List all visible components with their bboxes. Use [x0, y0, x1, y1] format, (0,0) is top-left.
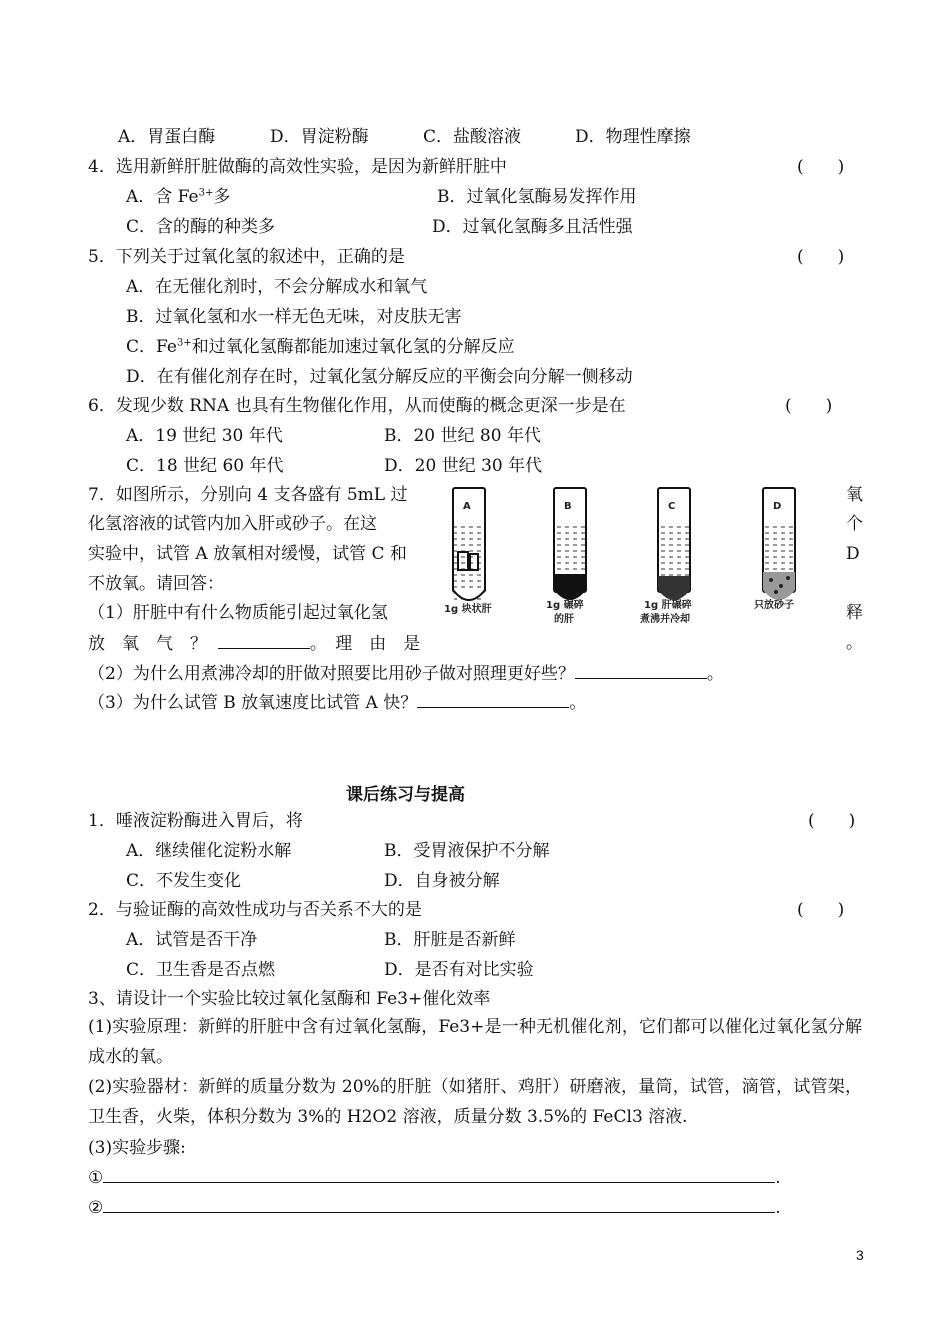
q4-stem: 4．选用新鲜肝脏做酶的高效性实验，是因为新鲜肝脏中 [88, 157, 507, 177]
q7-sub2: （2）为什么用煮沸冷却的肝做对照要比用砂子做对照理更好些？ 。 [88, 664, 724, 684]
answer-blank[interactable] [103, 1166, 775, 1183]
tube-d-letter: D [773, 501, 782, 512]
p3-principle: (1)实验原理：新鲜的肝脏中含有过氧化氢酶，Fe3+是一种无机催化剂，它们都可以催化过氧化氢分解成水的氧。 [88, 1017, 862, 1067]
section-title: 课后练习与提高 [346, 785, 465, 805]
q3-option-d: D．胃淀粉酶 [270, 127, 369, 147]
p1-option-b: B．受胃液保护不分解 [384, 841, 550, 861]
q4-option-b: B．过氧化氢酶易发挥作用 [437, 187, 637, 207]
p1-option-c: C．不发生变化 [126, 871, 242, 891]
tube-b [546, 488, 586, 625]
tube-a-caption: 1g 块状肝 [444, 604, 492, 615]
q7-line2: 化氢溶液的试管内加入肝或砂子。在这 [88, 514, 377, 534]
q4-answer-paren: ( ) [797, 157, 845, 177]
q7-line1: 7．如图所示，分别向 4 支各盛有 5mL 过 [88, 485, 408, 505]
p1-option-d: D．自身被分解 [384, 871, 500, 891]
p2-answer-paren: ( ) [797, 900, 845, 920]
q4-option-d: D．过氧化氢酶多且活性强 [432, 217, 633, 237]
p2-option-c: C．卫生香是否点燃 [126, 960, 276, 980]
q6-answer-paren: ( ) [785, 396, 833, 416]
q5-option-c: C．$Fe^{3+}$和过氧化氢酶都能加速过氧化氢的分解反应 [126, 337, 515, 357]
answer-blank[interactable] [103, 1196, 775, 1213]
p3-step2: ② . [88, 1198, 781, 1218]
q3-option-a: A．胃蛋白酶 [118, 127, 216, 147]
q5-stem: 5．下列关于过氧化氢的叙述中，正确的是 [88, 247, 405, 267]
p2-stem: 2．与验证酶的高效性成功与否关系不大的是 [88, 900, 422, 920]
q7-line1-end: 氧 [846, 485, 863, 505]
tube-b-caption2: 的肝 [554, 614, 574, 625]
q5-option-d: D．在有催化剂存在时，过氧化氢分解反应的平衡会向分解一侧移动 [126, 367, 633, 387]
q7-sub3: （3）为什么试管 B 放氧速度比试管 A 快？ 。 [88, 693, 587, 713]
q6-option-a: A．19 世纪 30 年代 [126, 426, 283, 446]
q7-line3-end: D [846, 544, 860, 564]
answer-blank[interactable] [218, 632, 310, 649]
tube-c-letter: C [668, 501, 676, 512]
q3-option-d2: D．物理性摩擦 [575, 127, 691, 147]
test-tube-figure [436, 482, 836, 642]
p1-option-a: A．继续催化淀粉水解 [126, 841, 292, 861]
q5-answer-paren: ( ) [797, 247, 845, 267]
tube-c [640, 488, 692, 625]
q6-option-b: B．20 世纪 80 年代 [384, 426, 541, 446]
q7-line2-end: 个 [846, 514, 863, 534]
tube-b-letter: B [564, 501, 572, 512]
p2-option-b: B．肝脏是否新鲜 [384, 930, 516, 950]
q3-option-c: C．盐酸溶液 [423, 127, 522, 147]
q6-stem: 6．发现少数 RNA 也具有生物催化作用，从而使酶的概念更深一步是在 [88, 396, 626, 416]
q7-sub1-end: 释 [846, 603, 863, 623]
q7-line3: 实验中，试管 A 放氧相对缓慢，试管 C 和 [88, 544, 407, 564]
p1-answer-paren: ( ) [808, 811, 856, 831]
tube-d [754, 488, 795, 611]
page-number: 3 [856, 1247, 864, 1263]
q7-sub1: （1）肝脏中有什么物质能引起过氧化氢 [88, 603, 388, 623]
q6-option-d: D．20 世纪 30 年代 [384, 456, 543, 476]
p1-stem: 1．唾液淀粉酶进入胃后，将 [88, 811, 303, 831]
tube-a [444, 488, 492, 615]
p2-option-d: D．是否有对比实验 [384, 960, 534, 980]
answer-blank[interactable] [417, 691, 569, 708]
q7-line4: 不放氧。请回答： [88, 574, 224, 594]
tube-c-caption: 1g 肝碾碎 [644, 600, 692, 611]
p3-materials: (2)实验器材：新鲜的质量分数为 20%的肝脏（如猪肝、鸡肝）研磨液，量筒，试管，滴管，试管架，卫生香，火柴，体积分数为 3%的 H2O2 溶液，质量分数 3.5%的 FeCl3 溶液. [88, 1077, 862, 1127]
p3-stem: 3、请设计一个实验比较过氧化氢酶和 Fe3+催化效率 [88, 989, 491, 1009]
answer-blank[interactable] [575, 662, 707, 679]
tube-b-caption: 1g 碾碎 [546, 600, 584, 611]
q7-sub1-line2: 放 氧 气 ？ 。 理 由 是 [88, 634, 421, 654]
tube-a-letter: A [463, 501, 471, 512]
tube-c-caption2: 煮沸并冷却 [640, 614, 690, 625]
q5-option-b: B．过氧化氢和水一样无色无味，对皮肤无害 [126, 307, 462, 327]
p3-steps-label: (3)实验步骤: [88, 1138, 186, 1158]
q4-option-c: C．含的酶的种类多 [126, 217, 276, 237]
q7-sub1-line2-end: 。 [846, 633, 863, 653]
q6-option-c: C．18 世纪 60 年代 [126, 456, 284, 476]
p3-step1: ① . [88, 1168, 781, 1188]
q5-option-a: A．在无催化剂时，不会分解成水和氧气 [126, 277, 428, 297]
q4-option-a: A．含 $Fe^{3+}$多 [126, 187, 231, 207]
p2-option-a: A．试管是否干净 [126, 930, 258, 950]
tube-d-caption: 只放砂子 [754, 600, 794, 611]
